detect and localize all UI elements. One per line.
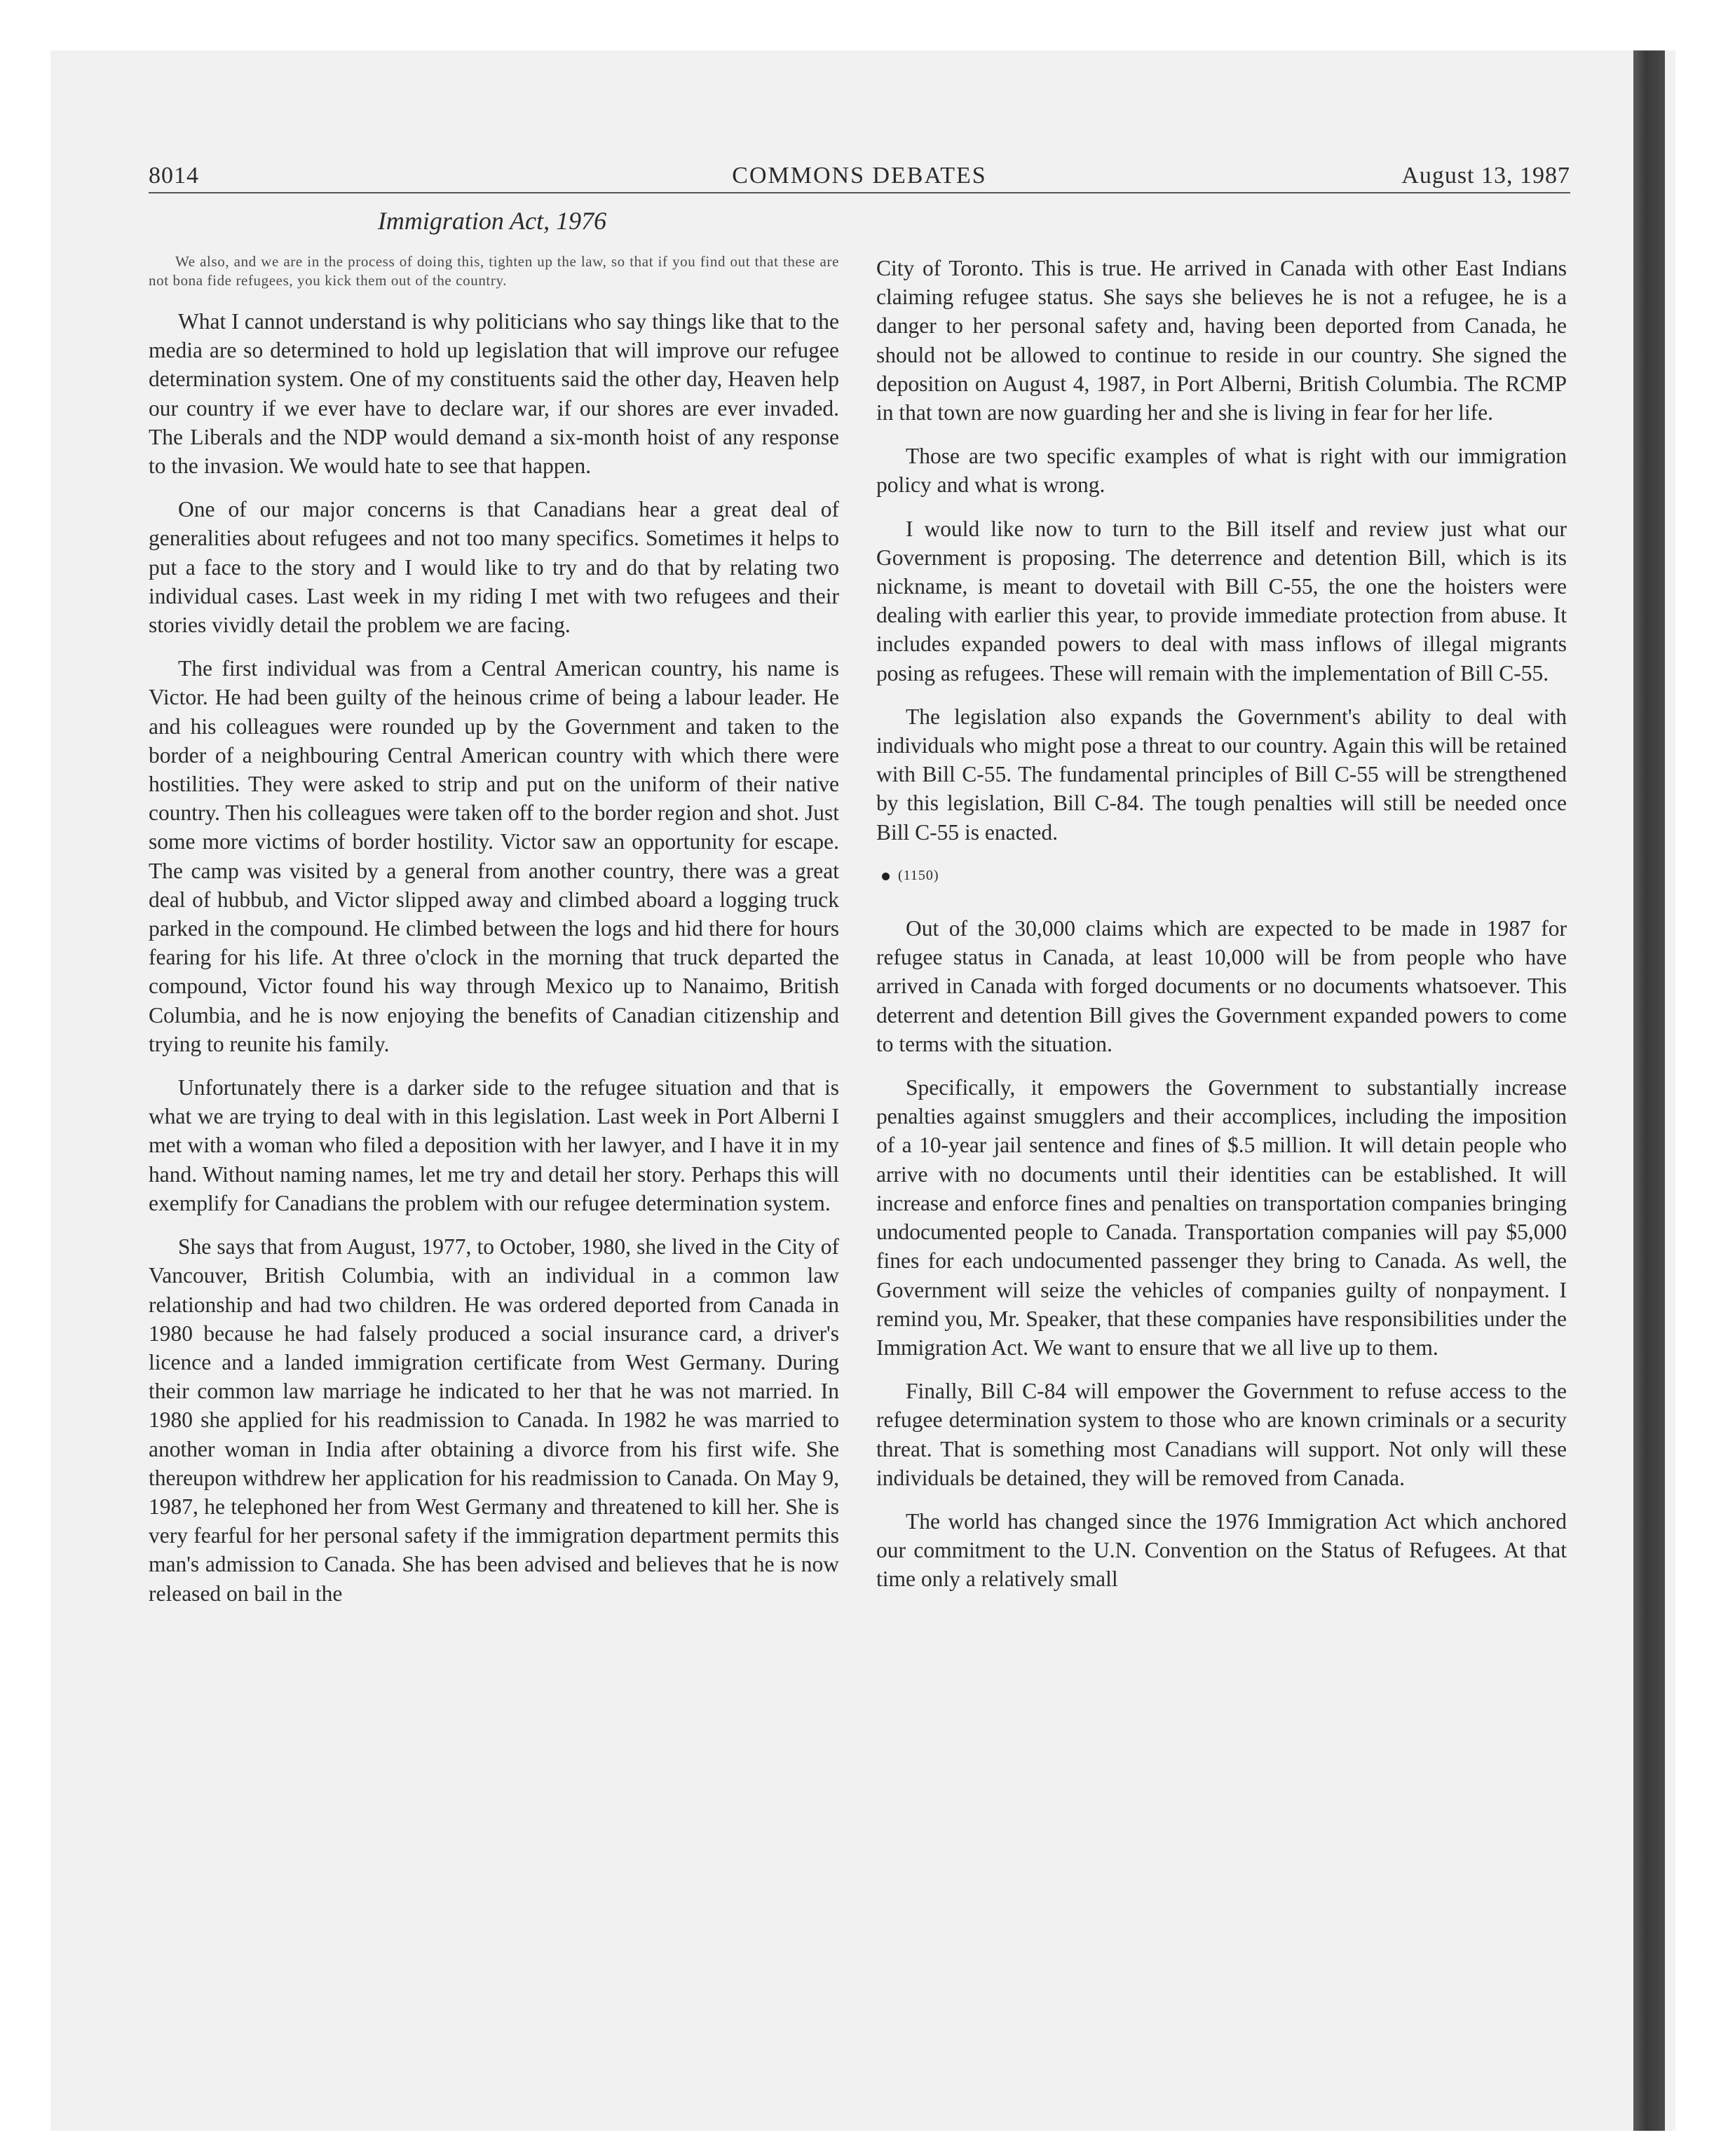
time-marker <box>882 861 1567 890</box>
left-column <box>149 252 839 1623</box>
paragraph: She says that from August, 1977, to October, 1980, she lived in the City of Vancouver, British Columbia, with an individual in a common law relationship and had two children. He was ordered deported from Canada in 1980 because he had falsely produced a social insurance card, a driver's licence and a landed immigration certificate from West Germany. During their common law marriage he indicated to her that he was not married. In 1980 she applied for his readmission to Canada. In 1982 he was married to another woman in India after obtaining a divorce from his first wife. She thereupon withdrew her application for his readmission to Canada. On May 9, 1987, he telephoned her from West Germany and threatened to kill her. She is very fearful for her personal safety if the immigration department permits this man's admission to Canada. She has been advised and believes that he is now released on bail in the <box>149 1234 839 1606</box>
page-header <box>149 158 1570 193</box>
scan-edge-shadow <box>1633 50 1665 2131</box>
paragraph: Unfortunately there is a darker side to the refugee situation and that is what we are trying to deal with in this legislation. Last week in Port Alberni I met with a woman who filed a deposition with her lawyer, and I have it in my hand. Without naming names, let me try and detail her story. Perhaps this will exemplify for Canadians the problem with our refugee determination system. <box>149 1075 839 1215</box>
paragraph: The first individual was from a Central American country, his name is Victor. He had been guilty of the heinous crime of being a labour leader. He and his colleagues were rounded up by the Government and taken to the border of a neighbouring Central American country with which there were hostilities. They were asked to strip and put on the uniform of their native country. Then his colleagues were taken off to the border region and shot. Just some more victims of border hostility. Victor saw an opportunity for escape. The camp was visited by a general from another country, there was a great deal of hubbub, and Victor slipped away and climbed aboard a logging truck parked in the compound. He climbed between the logs and hid there for hours fearing for his life. At three o'clock in the morning that truck departed the compound, Victor found his way through Mexico up to Nanaimo, British Columbia, and he is now enjoying the benefits of Canadian citizenship and trying to reunite his family. <box>149 656 839 1056</box>
section-title: Immigration Act, 1976 <box>377 207 607 235</box>
publication-title: COMMONS DEBATES <box>732 163 987 189</box>
paragraph: Finally, Bill C-84 will empower the Government to refuse access to the refugee determination system to those who are known criminals or a security threat. That is something most Canadians will support. Not only will these individuals be detained, they will be removed from Canada. <box>876 1379 1567 1490</box>
right-column <box>876 254 1567 1609</box>
paragraph: The legislation also expands the Government's ability to deal with individuals who might pose a threat to our country. Again this will be retained with Bill C-55. The fundamental principles of Bill C-55 will be strengthened by this legislation, Bill C-84. The tough penalties will still be needed once Bill C-55 is enacted. <box>876 704 1567 845</box>
paragraph: Out of the 30,000 claims which are expected to be made in 1987 for refugee status in Canada, at least 10,000 will be from people who have arrived in Canada with forged documents or no documents whatsoever. This deterrent and detention Bill gives the Government expanded powers to come to terms with the situation. <box>876 916 1567 1056</box>
paragraph: Those are two specific examples of what is right with our immigration policy and what is wrong. <box>876 444 1567 498</box>
quoted-statement: We also, and we are in the process of doing this, tighten up the law, so that if you find out that these are not bona fide refugees, you kick them out of the country. <box>149 253 839 289</box>
paragraph: Specifically, it empowers the Government to substantially increase penalties against smugglers and their accomplices, including the imposition of a 10-year jail sentence and fines of $.5 million. It will detain people who arrive with no documents until their identities can be established. It will increase and enforce fines and penalties on transportation companies bringing undocumented people to Canada. Transportation companies will pay $5,000 fines for each undocumented passenger they bring to Canada. As well, the Government will seize the vehicles of companies guilty of nonpayment. I remind you, Mr. Speaker, that these companies have responsibilities under the Immigration Act. We want to ensure that we all live up to them. <box>876 1075 1567 1360</box>
continued-paragraph: City of Toronto. This is true. He arrived in Canada with other East Indians claiming refugee status. She says she believes he is not a refugee, he is a danger to her personal safety and, having been deported from Canada, he should not be allowed to continue to reside in our country. She signed the deposition on August 4, 1987, in Port Alberni, British Columbia. The RCMP in that town are now guarding her and she is living in fear for her life. <box>876 256 1567 425</box>
paragraph: The world has changed since the 1976 Immigration Act which anchored our commitment to the U.N. Convention on the Status of Refugees. At that time only a relatively small <box>876 1508 1567 1592</box>
page-number: 8014 <box>149 163 199 189</box>
publication-date: August 13, 1987 <box>1401 163 1570 189</box>
paragraph: One of our major concerns is that Canadians hear a great deal of generalities about refugees and not too many specifics. Sometimes it helps to put a face to the story and I would like to try and do that by relating two individual cases. Last week in my riding I met with two refugees and their stories vividly detail the problem we are facing. <box>149 497 839 638</box>
time-marker-label: (1150) <box>898 867 939 883</box>
bullet-icon <box>882 873 890 880</box>
paragraph: What I cannot understand is why politicians who say things like that to the media are so determined to hold up legislation that will improve our refugee determination system. One of my constituents said the other day, Heaven help our country if we ever have to declare war, if our shores are ever invaded. The Liberals and the NDP would demand a six-month hoist of any response to the invasion. We would hate to see that happen. <box>149 309 839 479</box>
paragraph: I would like now to turn to the Bill itself and review just what our Government is proposing. The deterrence and detention Bill, which is its nickname, is meant to dovetail with Bill C-55, the one the hoisters were dealing with earlier this year, to provide immediate protection from abuse. It includes expanded powers to deal with mass inflows of illegal migrants posing as refugees. These will remain with the implementation of Bill C-55. <box>876 516 1567 685</box>
